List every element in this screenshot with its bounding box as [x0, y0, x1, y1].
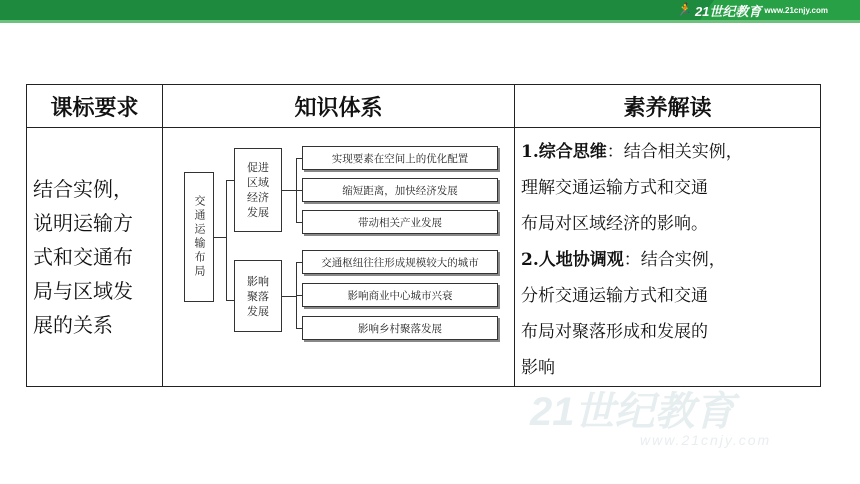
content-table: [26, 84, 821, 387]
branch-economy-label: 促进区域经济发展: [247, 161, 269, 219]
header-literacy: 素养解读: [515, 85, 821, 128]
requirement-line: 局与区域发: [33, 279, 133, 303]
connector: [214, 237, 226, 238]
leaf-box: 带动相关产业发展: [302, 210, 498, 234]
requirement-line: 结合实例，: [33, 177, 133, 201]
connector: [226, 300, 234, 301]
leaf-box: 交通枢纽往往形成规模较大的城市: [302, 250, 498, 274]
literacy-text: ：结合相关实例，: [606, 142, 743, 162]
brand-logo-url: www.21cnjy.com: [764, 5, 828, 15]
connector: [282, 296, 296, 297]
branch-economy: [234, 148, 282, 232]
literacy-line: [521, 134, 820, 170]
branch-settlement: [234, 260, 282, 332]
connector: [226, 180, 227, 300]
diagram-root: 交通运输布局: [184, 172, 214, 302]
literacy-line: [521, 242, 820, 278]
requirement-line: 展的关系: [33, 313, 113, 337]
literacy-line: 分析交通运输方式和交通: [521, 286, 708, 306]
literacy-line: 影响: [521, 358, 555, 378]
literacy-text: ：结合实例，: [623, 250, 726, 270]
leaf-box: 实现要素在空间上的优化配置: [302, 146, 498, 170]
branch-settlement-label: 影响聚落发展: [247, 274, 269, 318]
literacy-line: 布局对区域经济的影响。: [521, 214, 708, 234]
leaf-box: 影响商业中心城市兴衰: [302, 283, 498, 307]
requirement-line: 说明运输方: [33, 211, 133, 235]
requirement-cell: [27, 128, 163, 387]
literacy-cell: [515, 128, 821, 387]
leaf-box: 缩短距离，加快经济发展: [302, 178, 498, 202]
top-banner-stripe: [0, 20, 860, 23]
literacy-item2-title: 2.人地协调观: [521, 250, 624, 270]
knowledge-diagram: [163, 142, 515, 372]
content-row: [27, 128, 821, 387]
header-knowledge: 知识体系: [163, 85, 515, 128]
requirement-line: 式和交通布: [33, 245, 133, 269]
literacy-item1-title: 1.综合思维: [521, 142, 607, 162]
literacy-line: 布局对聚落形成和发展的: [521, 322, 708, 342]
literacy-line: 理解交通运输方式和交通: [521, 178, 708, 198]
header-requirement: 课标要求: [27, 85, 163, 128]
header-row: [27, 85, 821, 128]
connector: [282, 190, 296, 191]
runner-icon: 🏃: [675, 2, 692, 17]
brand-logo: [676, 2, 828, 18]
watermark-logo: 21世纪教育: [530, 390, 735, 434]
leaf-box: 影响乡村聚落发展: [302, 316, 498, 340]
brand-logo-text: 21世纪教育: [694, 3, 762, 19]
connector: [226, 180, 234, 181]
watermark-url: www.21cnjy.com: [640, 432, 772, 448]
knowledge-cell: [163, 128, 515, 387]
